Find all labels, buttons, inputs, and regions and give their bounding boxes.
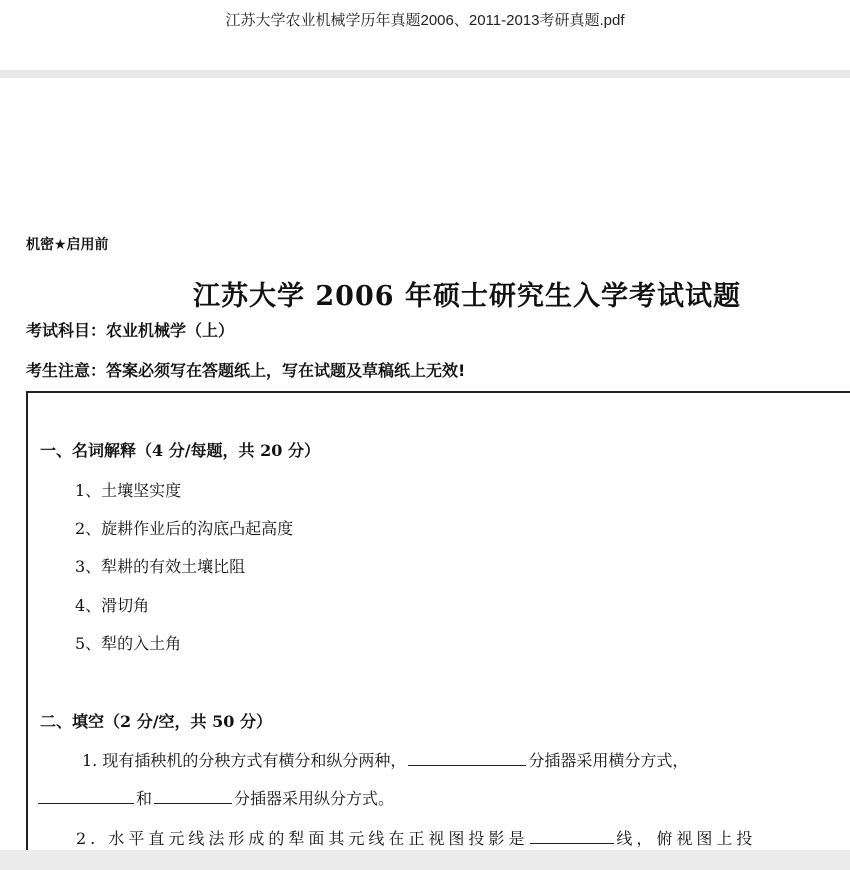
answer-blank: [408, 764, 526, 766]
question-1-text-cont: 分插器采用横分方式，: [528, 751, 689, 770]
list-item: 3、犁耕的有效土壤比阻: [75, 557, 246, 576]
question-1-line-1: [82, 748, 688, 771]
pdf-page: [0, 78, 850, 850]
question-2-line-1: [76, 826, 756, 849]
question-1-text: 1. 现有插秧机的分秧方式有横分和纵分两种，: [82, 751, 407, 770]
answer-blank: [530, 842, 614, 844]
exam-title: 江苏大学 2006 年硕士研究生入学考试试题: [193, 281, 741, 312]
question-1-text-end: 分插器采用纵分方式。: [234, 789, 395, 808]
section-2-heading: 二、填空（2 分/空，共 50 分）: [40, 712, 272, 731]
exam-notice: 考生注意：答案必须写在答题纸上，写在试题及草稿纸上无效!: [26, 361, 466, 380]
document-title-bar: [0, 0, 850, 70]
list-item: 2、旋耕作业后的沟底凸起高度: [75, 519, 294, 538]
exam-subject: 考试科目：农业机械学（上）: [26, 321, 235, 340]
list-item: 4、滑切角: [75, 596, 150, 615]
document-title: 江苏大学农业机械学历年真题2006、2011-2013考研真题.pdf: [225, 12, 625, 29]
list-item: 5、犁的入土角: [75, 634, 182, 653]
question-1-line-2: [36, 786, 394, 809]
answer-blank: [154, 802, 232, 804]
confidential-label: 机密★启用前: [26, 237, 109, 253]
answer-blank: [38, 802, 134, 804]
bottom-divider: [0, 850, 850, 870]
question-2-text: 2. 水平直元线法形成的犁面其元线在正视图投影是: [76, 829, 529, 848]
section-1-heading: 一、名词解释（4 分/每题，共 20 分）: [40, 441, 320, 460]
question-2-text-cont: 线，俯视图上投: [616, 829, 757, 848]
question-1-and: 和: [136, 789, 153, 808]
top-divider: [0, 70, 850, 78]
list-item: 1、土壤坚实度: [75, 481, 182, 500]
